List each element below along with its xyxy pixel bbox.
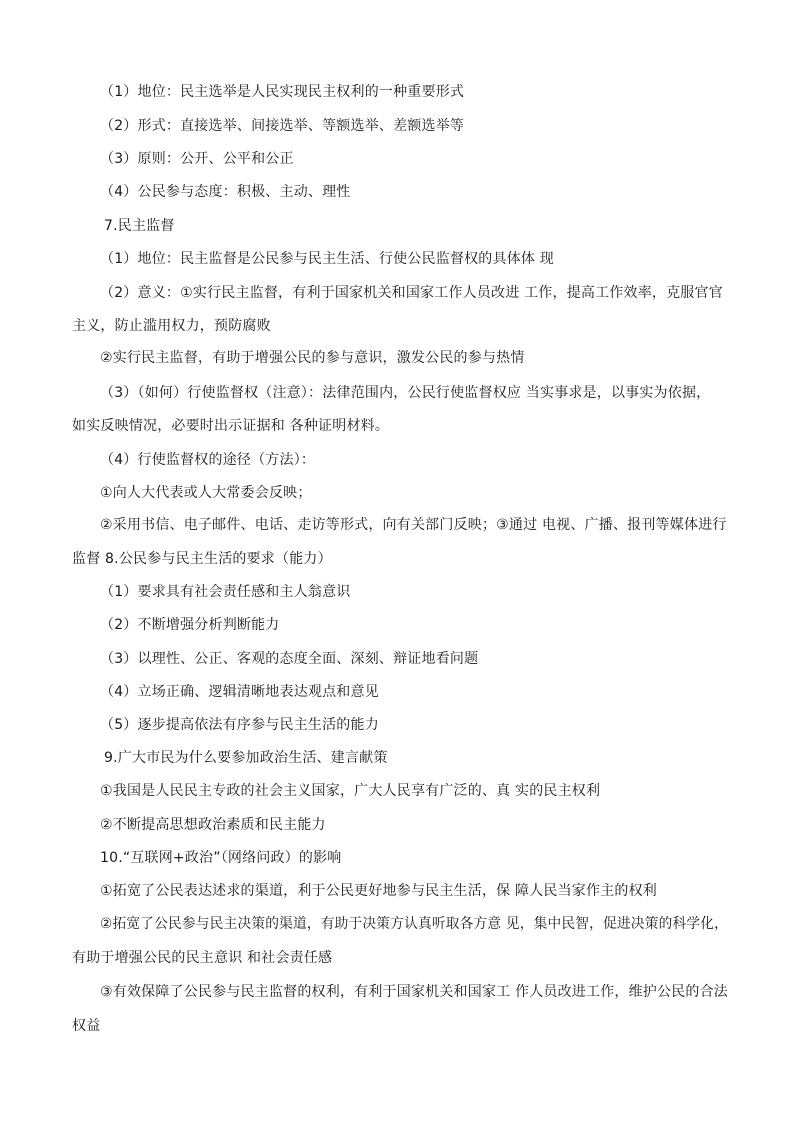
text-line: （2）意义：①实行民主监督，有利于国家机关和国家工作人员改进 工作，提高工作效率，克服官官 <box>100 285 723 301</box>
text-line: （4）立场正确、逻辑清晰地表达观点和意见 <box>100 684 379 700</box>
text-line: （1）要求具有社会责任感和主人翁意识 <box>100 584 351 600</box>
text-line: （2）形式：直接选举、间接选举、等额选举、差额选举等 <box>100 118 465 134</box>
text-line: （5）逐步提高依法有序参与民主生活的能力 <box>100 717 379 733</box>
text-line: 权益 <box>72 1018 101 1034</box>
section-heading: 7.民主监督 <box>104 218 175 234</box>
text-line: ②不断提高思想政治素质和民主能力 <box>100 817 326 833</box>
text-line: ②采用书信、电子邮件、电话、走访等形式，向有关部门反映；③通过 电视、广播、报刊等媒体进行 <box>100 517 727 533</box>
section-heading: 10.“互联网+政治”（网络问政）的影响 <box>100 850 342 866</box>
text-line: ②实行民主监督，有助于增强公民的参与意识，激发公民的参与热情 <box>100 350 525 366</box>
text-line: 主义，防止滥用权力，预防腐败 <box>72 318 271 334</box>
text-line: （1）地位：民主监督是公民参与民主生活、行使公民监督权的具体体 现 <box>100 251 554 267</box>
text-line: （4）公民参与态度：积极、主动、理性 <box>100 184 351 200</box>
text-line: （3）（如何）行使监督权（注意）：法律范围内，公民行使监督权应 当实事求是，以事实为依据， <box>100 385 711 401</box>
text-line: （4）行使监督权的途径（方法）： <box>100 452 316 468</box>
text-line: ①拓宽了公民表达述求的渠道，利于公民更好地参与民主生活，保 障人民当家作主的权利 <box>100 883 657 899</box>
text-line: ①向人大代表或人大常委会反映； <box>100 485 312 501</box>
text-line: ③有效保障了公民参与民主监督的权利，有利于国家机关和国家工 作人员改进工作，维护公民的合法 <box>100 984 728 1000</box>
section-heading: 监督 8.公民参与民主生活的要求（能力） <box>72 551 332 567</box>
text-line: ①我国是人民民主专政的社会主义国家，广大人民享有广泛的、真 实的民主权利 <box>100 783 601 799</box>
text-line: （3）原则：公开、公平和公正 <box>100 151 294 167</box>
text-line: （1）地位：民主选举是人民实现民主权利的一种重要形式 <box>100 84 465 100</box>
text-line: 如实反映情况，必要时出示证据和 各种证明材料。 <box>72 418 390 434</box>
text-line: （2）不断增强分析判断能力 <box>100 617 280 633</box>
section-heading: 9.广大市民为什么要参加政治生活、建言献策 <box>104 750 388 766</box>
text-line: 有助于增强公民的民主意识 和社会责任感 <box>72 950 333 966</box>
text-line: ②拓宽了公民参与民主决策的渠道，有助于决策方认真听取各方意 见，集中民智，促进决策的科学化， <box>100 916 729 932</box>
text-line: （3）以理性、公正、客观的态度全面、深刻、辩证地看问题 <box>100 651 479 667</box>
